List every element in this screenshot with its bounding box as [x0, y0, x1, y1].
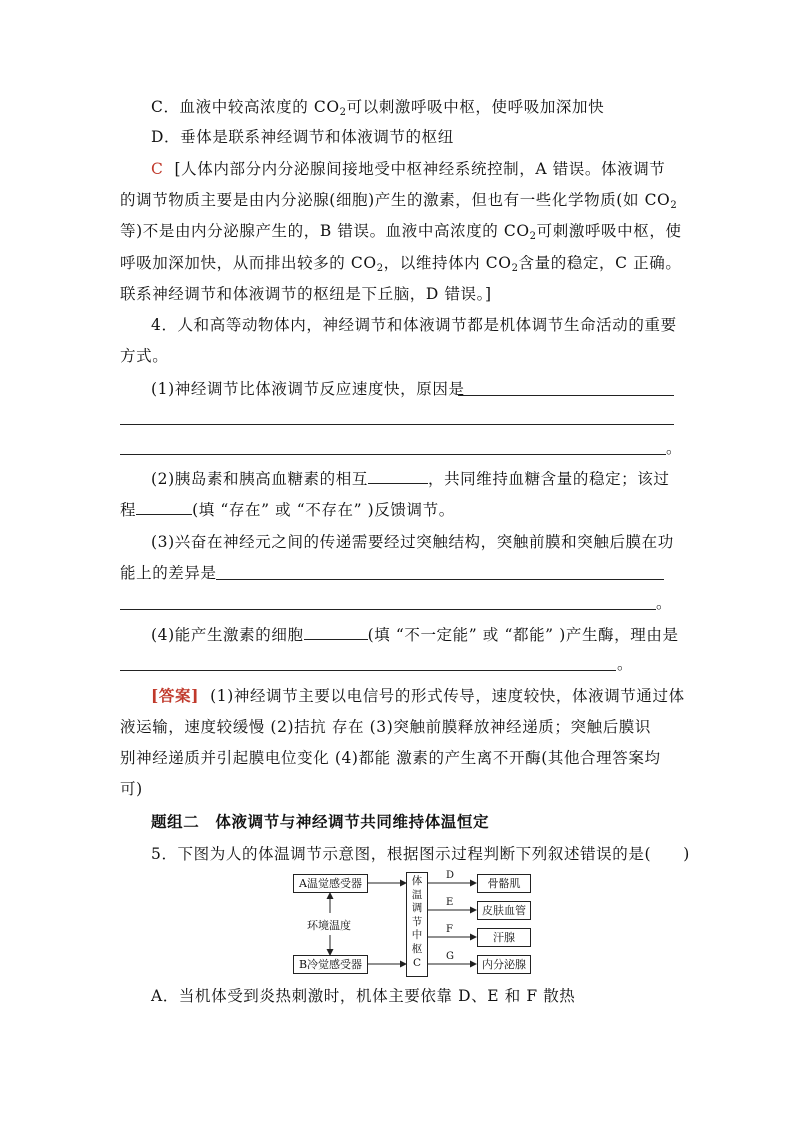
explanation-line-5: 联系神经调节和体液调节的枢纽是下丘脑，D 错误。]: [120, 285, 492, 303]
arrow-f-label: F: [446, 924, 453, 935]
arrow-d-label: D: [446, 870, 455, 881]
option-d: D．垂体是联系神经调节和体液调节的枢纽: [151, 128, 454, 146]
target-skin-vessels: 皮肤血管: [477, 901, 531, 920]
answer-tag: [答案]: [151, 686, 200, 705]
arrow-g-label: G: [446, 951, 454, 962]
explanation-line-4: 呼吸加深加快，从而排出较多的 $CO_2$，以维持体内 $CO_2$含量的稳定，C 正确。: [120, 254, 682, 274]
q4-part2-line2: 程 (填 “存在” 或 “不存在” )反馈调节。: [120, 501, 455, 519]
answer-line-2: 液运输，速度较缓慢 (2)拮抗 存在 (3)突触前膜释放神经递质；突触后膜识: [120, 718, 651, 736]
answer-line-3: 别神经递质并引起膜电位变化 (4)都能 激素的产生离不开酶(其他合理答案均: [120, 749, 661, 767]
target-endocrine-gland: 内分泌腺: [477, 955, 531, 974]
explanation-line-3: 等)不是由内分泌腺产生的，B 错误。血液中高浓度的 $CO_2$可刺激呼吸中枢，使: [120, 222, 682, 242]
explanation-line-1: C [人体内部分内分泌腺间接地受中枢神经系统控制，A 错误。体液调节: [151, 160, 666, 178]
period-4: 。: [617, 655, 634, 673]
answer-line-4: 可): [120, 780, 143, 798]
answer-letter: C: [151, 160, 164, 178]
q5-option-a: A．当机体受到炎热刺激时，机体主要依靠 D、E 和 F 散热: [151, 987, 576, 1005]
q4-stem-line-1: 4．人和高等动物体内，神经调节和体液调节都是机体调节生命活动的重要: [151, 316, 677, 334]
q5-stem: 5．下图为人的体温调节示意图，根据图示过程判断下列叙述错误的是( ): [151, 845, 690, 863]
target-sweat-gland: 汗腺: [477, 928, 531, 947]
q4-part1: (1)神经调节比体液调节反应速度快，原因是: [151, 380, 465, 398]
q4-part3-line2: 能上的差异是: [120, 564, 217, 582]
q4-part3-line1: (3)兴奋在神经元之间的传递需要经过突触结构，突触前膜和突触后膜在功: [151, 533, 674, 551]
period-1: 。: [666, 439, 683, 457]
arrow-e-label: E: [446, 897, 454, 908]
option-c: C．血液中较高浓度的 $CO_2$可以刺激呼吸中枢，使呼吸加深加快: [151, 98, 605, 118]
q4-part4-line1: (4)能产生激素的细胞 (填 “不一定能” 或 “都能” )产生酶，理由是: [151, 626, 679, 644]
q4-part2-line1: (2)胰岛素和胰高血糖素的相互 ，共同维持血糖含量的稳定；该过: [151, 470, 670, 488]
env-temp-label: 环境温度: [307, 919, 351, 932]
answer-line-1: [答案] (1)神经调节主要以电信号的形式传导，速度较快，体液调节通过体: [151, 686, 685, 705]
target-skeletal-muscle: 骨骼肌: [477, 874, 531, 893]
explanation-line-2: 的调节物质主要是由内分泌腺(细胞)产生的激素，但也有一些化学物质(如 $CO_2$: [120, 191, 678, 211]
group-heading: 题组二 体液调节与神经调节共同维持体温恒定: [151, 812, 490, 831]
q4-stem-line-2: 方式。: [120, 347, 169, 365]
sensor-b-box: B冷觉感受器: [293, 955, 368, 974]
sensor-a-box: A温觉感受器: [293, 874, 368, 893]
period-3: 。: [656, 594, 673, 612]
center-box: 体 温 调 节 中 枢 C: [406, 872, 428, 977]
